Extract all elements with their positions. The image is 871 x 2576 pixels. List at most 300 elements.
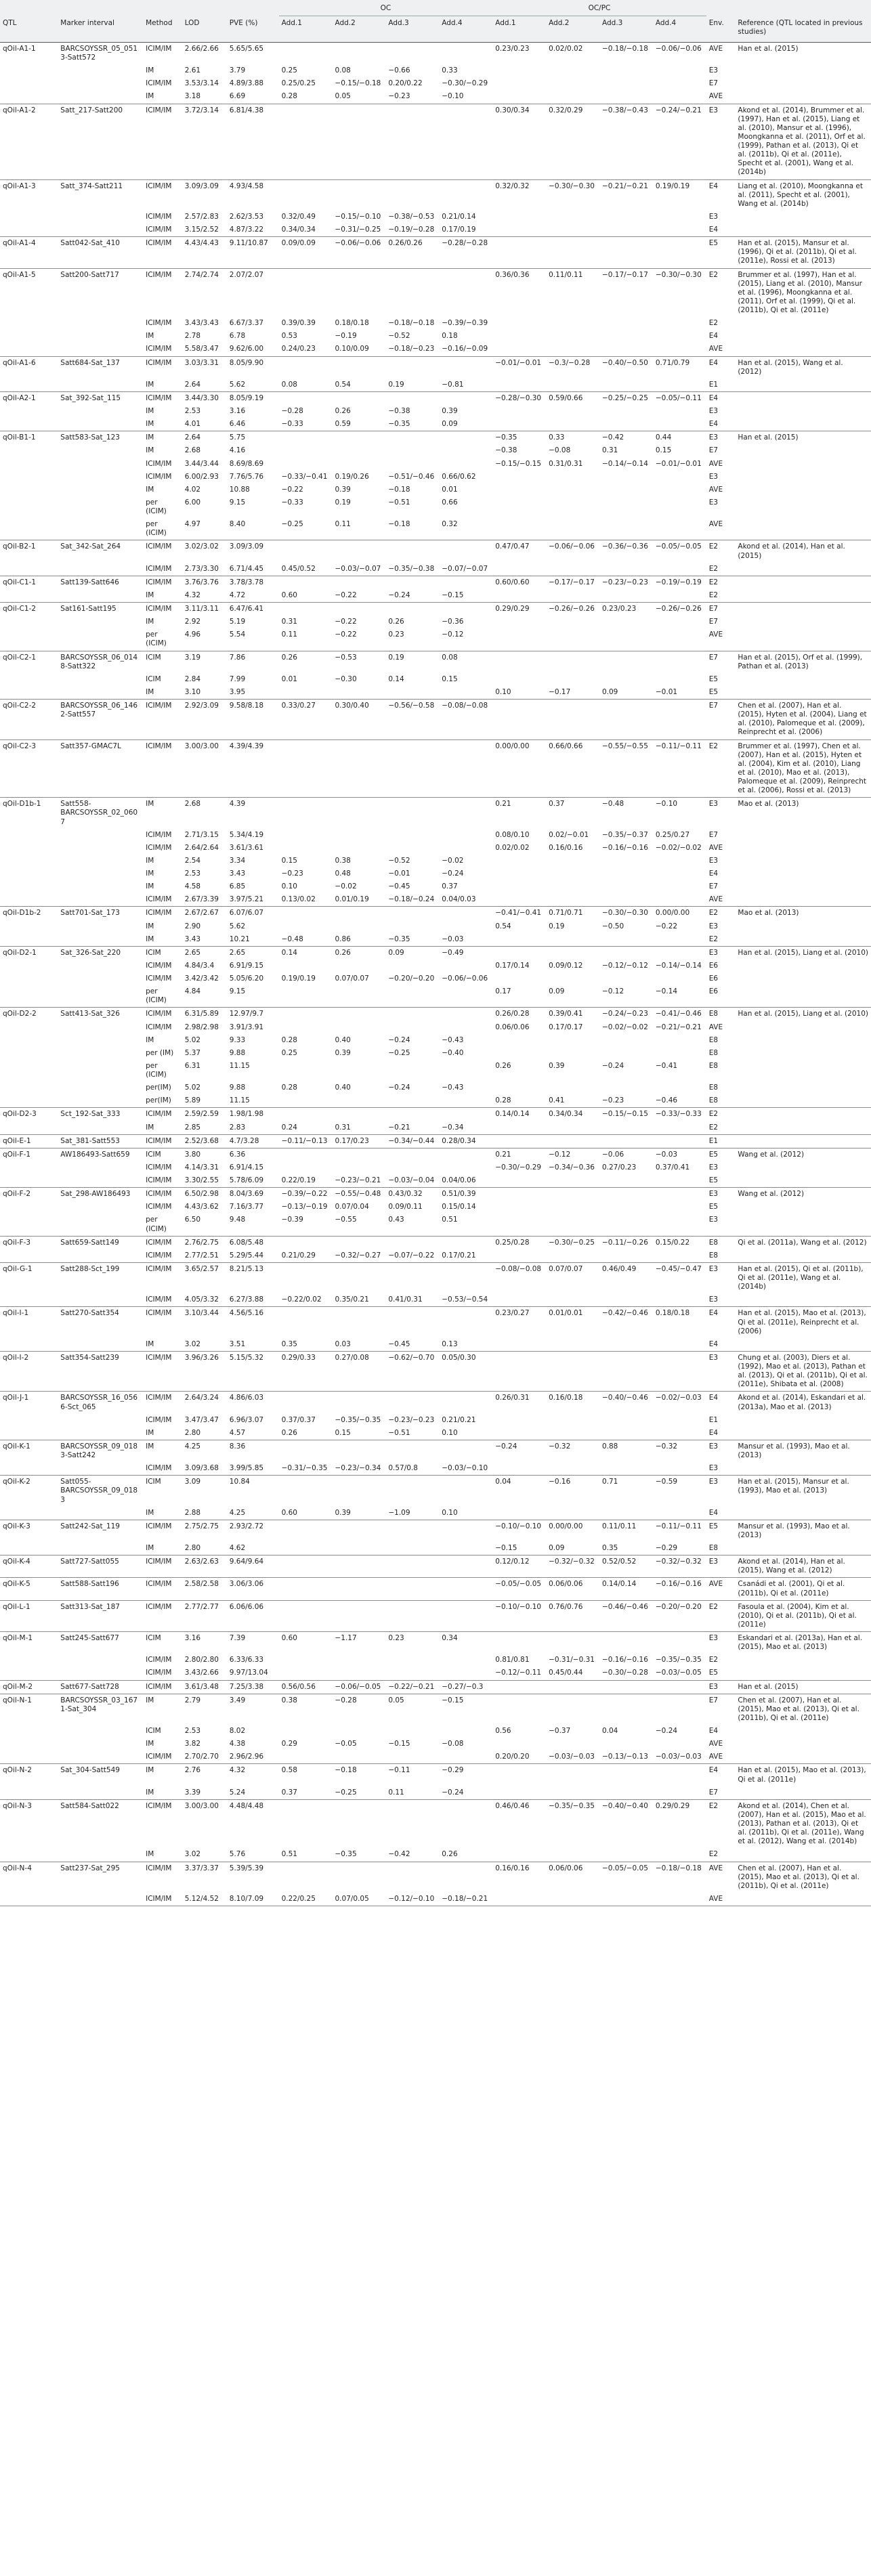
oc-add4-cell — [439, 603, 492, 616]
ocpc-add2-cell: −0.34/−0.36 — [549, 1163, 595, 1172]
oc-add3-cell — [385, 1161, 439, 1174]
oc-add1-cell — [279, 960, 333, 972]
method-cell: ICIM/IM — [143, 700, 182, 740]
ocpc-add1-cell — [492, 1249, 546, 1263]
oc-add2-cell: 0.38 — [335, 856, 351, 865]
pve-cell: 6.07/6.07 — [227, 907, 279, 920]
ocpc-add3-cell — [599, 1034, 653, 1047]
marker-cell — [58, 1786, 143, 1800]
ocpc-add4-cell: −0.14/−0.14 — [655, 961, 702, 970]
oc-add2-cell: 0.05 — [335, 92, 351, 101]
oc-add3-cell — [385, 1520, 439, 1542]
oc-add1-cell: 0.60 — [281, 591, 297, 599]
pve-cell: 5.76 — [229, 1850, 246, 1859]
reference-cell: Liang et al. (2010), Moongkanna et al. (2011), Specht et al. (2001), Wang et al. (2014b) — [735, 179, 871, 211]
ocpc-add4-cell — [653, 405, 706, 418]
marker-cell: Satt055-BARCSOYSSR_09_0183 — [58, 1476, 143, 1507]
oc-add4-cell — [439, 686, 492, 700]
reference-cell: Wang et al. (2012) — [735, 1188, 871, 1201]
oc-add2-cell: 0.18/0.18 — [335, 319, 369, 328]
ocpc-add2-cell — [546, 1848, 599, 1862]
marker-cell — [58, 1034, 143, 1047]
method-cell: ICIM/IM — [143, 576, 182, 589]
oc-add1-cell: 0.34/0.34 — [281, 226, 316, 234]
lod-cell: 2.64 — [182, 431, 227, 445]
ocpc-add2-cell: −0.16 — [546, 1476, 599, 1507]
oc-add2-cell — [332, 458, 385, 471]
oc-add4-cell — [439, 798, 492, 829]
ocpc-add4-cell: −0.26/−0.26 — [653, 603, 706, 616]
table-row — [0, 1427, 871, 1440]
ocpc-add2-cell — [546, 867, 599, 880]
oc-add4-cell: 0.37 — [442, 882, 458, 891]
pve-cell: 4.72 — [229, 591, 246, 599]
method-cell: IM — [146, 1123, 154, 1132]
method-cell: ICIM/IM — [143, 540, 182, 563]
table-row — [0, 343, 871, 356]
marker-cell — [58, 933, 143, 947]
oc-add4-cell: 0.17/0.19 — [442, 226, 476, 234]
oc-add4-cell — [439, 985, 492, 1008]
oc-add3-cell: 0.26/0.26 — [385, 237, 439, 268]
oc-add4-cell — [439, 356, 492, 379]
reference-cell — [735, 673, 871, 686]
table-row — [0, 1201, 871, 1214]
ocpc-add1-cell — [492, 90, 546, 104]
pve-cell: 9.48 — [229, 1216, 246, 1224]
env-cell: E5 — [708, 1176, 719, 1184]
reference-cell — [735, 1060, 871, 1081]
marker-cell — [58, 90, 143, 104]
table-row — [0, 1751, 871, 1764]
marker-cell: Satt588-Satt196 — [58, 1578, 143, 1600]
marker-cell: Sat_392-Sat_115 — [58, 391, 143, 405]
oc-add1-cell — [279, 540, 333, 563]
reference-cell — [735, 960, 871, 972]
table-row — [0, 1148, 871, 1161]
marker-cell — [58, 1293, 143, 1307]
ocpc-add3-cell: −0.05/−0.05 — [599, 1862, 653, 1893]
marker-cell: BARCSOYSSR_06_1462-Satt557 — [58, 700, 143, 740]
oc-add4-cell: −0.06/−0.06 — [442, 974, 488, 983]
pve-cell: 6.69 — [229, 92, 246, 101]
ocpc-add2-cell — [546, 64, 599, 77]
reference-cell: Han et al. (2015), Qi et al. (2011b), Qi et al. (2011e), Wang et al. (2014b) — [735, 1262, 871, 1293]
pve-cell: 9.88 — [229, 1083, 246, 1092]
table-row — [0, 1021, 871, 1034]
method-cell: ICIM — [143, 1148, 182, 1161]
header-blank — [0, 0, 279, 16]
lod-cell: 3.15/2.52 — [184, 226, 219, 234]
pve-cell: 8.69/8.69 — [229, 459, 264, 468]
table-row — [0, 1094, 871, 1108]
pve-cell: 9.11/10.87 — [227, 237, 279, 268]
ocpc-add1-cell: −0.01/−0.01 — [492, 356, 546, 379]
oc-add1-cell: 0.26 — [279, 651, 333, 673]
qtl-cell — [0, 855, 58, 867]
oc-add2-cell: −0.28 — [332, 1694, 385, 1725]
ocpc-add3-cell: −0.06 — [599, 1148, 653, 1161]
ocpc-add1-cell — [492, 673, 546, 686]
marker-cell — [58, 1060, 143, 1081]
ocpc-add1-cell: 0.08/0.10 — [495, 830, 530, 839]
reference-cell — [735, 518, 871, 540]
ocpc-add2-cell — [546, 855, 599, 867]
env-cell: E2 — [708, 591, 719, 599]
oc-add2-cell: 0.40 — [335, 1035, 351, 1044]
method-cell: ICIM/IM — [143, 1188, 182, 1201]
method-cell: IM — [146, 92, 154, 101]
oc-add1-cell: −0.25 — [281, 520, 303, 529]
ocpc-add3-cell — [599, 1351, 653, 1392]
header-oc-add2: Add.2 — [332, 16, 385, 43]
ocpc-add4-cell — [653, 1786, 706, 1800]
oc-add4-cell: 0.66 — [442, 498, 458, 507]
oc-add1-cell — [279, 268, 333, 317]
oc-add4-cell — [439, 1307, 492, 1338]
reference-cell — [735, 1338, 871, 1352]
ocpc-add4-cell: −0.16/−0.16 — [653, 1578, 706, 1600]
oc-add4-cell: 0.05/0.30 — [439, 1351, 492, 1392]
pve-cell: 4.62 — [229, 1544, 246, 1552]
reference-cell — [735, 686, 871, 700]
lod-cell: 2.67/2.67 — [182, 907, 227, 920]
qtl-cell — [0, 379, 58, 392]
oc-add4-cell: −0.15 — [442, 591, 464, 599]
ocpc-add1-cell: 0.02/0.02 — [495, 843, 530, 852]
ocpc-add3-cell — [599, 1680, 653, 1694]
qtl-cell — [0, 1667, 58, 1680]
oc-add4-cell: −0.53/−0.54 — [442, 1295, 488, 1304]
ocpc-add2-cell — [546, 1462, 599, 1476]
ocpc-add2-cell — [546, 1338, 599, 1352]
table-row — [0, 855, 871, 867]
qtl-cell — [0, 686, 58, 700]
ocpc-add4-cell — [653, 1081, 706, 1094]
qtl-cell — [0, 1654, 58, 1667]
table-row — [0, 1542, 871, 1555]
pve-cell: 4.93/4.58 — [227, 179, 279, 211]
table-row — [0, 179, 871, 211]
lod-cell: 2.59/2.59 — [182, 1108, 227, 1121]
ocpc-add2-cell — [546, 946, 599, 960]
env-cell: E8 — [708, 1096, 719, 1105]
ocpc-add4-cell: −0.02/−0.03 — [653, 1392, 706, 1414]
lod-cell: 2.80/2.80 — [184, 1656, 219, 1665]
oc-add1-cell: −0.22/0.02 — [281, 1295, 322, 1304]
qtl-cell — [0, 1462, 58, 1476]
ocpc-add3-cell — [599, 518, 653, 540]
table-row — [0, 907, 871, 920]
env-cell: E7 — [708, 882, 719, 891]
ocpc-add2-cell — [546, 484, 599, 496]
reference-cell — [735, 563, 871, 576]
marker-cell — [58, 330, 143, 343]
pve-cell: 12.97/9.7 — [227, 1008, 279, 1021]
ocpc-add1-cell — [492, 1201, 546, 1214]
marker-cell: Satt684-Sat_137 — [58, 356, 143, 379]
pve-cell: 8.04/3.69 — [227, 1188, 279, 1201]
table-row — [0, 686, 871, 700]
marker-cell — [58, 1542, 143, 1555]
oc-add2-cell: 0.26 — [335, 407, 351, 415]
oc-add1-cell — [279, 603, 333, 616]
ocpc-add2-cell: 0.06/0.06 — [546, 1862, 599, 1893]
oc-add2-cell: 0.39 — [335, 485, 351, 494]
ocpc-add1-cell: 0.21 — [492, 798, 546, 829]
ocpc-add2-cell — [546, 1680, 599, 1694]
reference-cell — [735, 1893, 871, 1906]
ocpc-add4-cell: −0.06/−0.06 — [653, 42, 706, 64]
qtl-cell — [0, 1507, 58, 1520]
ocpc-add1-cell: 0.16/0.16 — [492, 1862, 546, 1893]
qtl-cell: qOil-A1-2 — [0, 104, 58, 179]
ocpc-add2-cell: −0.17/−0.17 — [546, 576, 599, 589]
qtl-cell: qOil-K-5 — [0, 1578, 58, 1600]
pve-cell: 9.33 — [229, 1035, 246, 1044]
ocpc-add1-cell — [492, 405, 546, 418]
oc-add4-cell: −0.16/−0.09 — [442, 345, 488, 353]
method-cell: ICIM — [143, 651, 182, 673]
ocpc-add3-cell — [599, 90, 653, 104]
oc-add4-cell: −0.40 — [442, 1048, 464, 1057]
oc-add2-cell: −0.23/−0.34 — [335, 1464, 381, 1473]
lod-cell: 2.80 — [184, 1544, 201, 1552]
oc-add2-cell — [332, 960, 385, 972]
reference-cell — [735, 1249, 871, 1263]
env-cell: E1 — [706, 1134, 736, 1148]
oc-add1-cell — [279, 444, 333, 457]
oc-add2-cell: 0.03 — [335, 1339, 351, 1348]
reference-cell — [735, 458, 871, 471]
ocpc-add4-cell: 0.19/0.19 — [653, 179, 706, 211]
ocpc-add4-cell — [653, 972, 706, 985]
method-cell: IM — [146, 485, 154, 494]
ocpc-add3-cell — [599, 1293, 653, 1307]
table-row — [0, 1134, 871, 1148]
env-cell: E8 — [708, 1061, 719, 1070]
reference-cell: Brummer et al. (1997), Han et al. (2015), Liang et al. (2010), Mansur et al. (1996), Moongkanna et al. (2011), Orf et al. (1999), Qi et al. (2011b), Qi et al. (2011e) — [735, 268, 871, 317]
oc-add4-cell: −0.28/−0.28 — [439, 237, 492, 268]
ocpc-add4-cell — [653, 343, 706, 356]
oc-add2-cell: 0.17/0.23 — [332, 1134, 385, 1148]
ocpc-add2-cell: 0.76/0.76 — [546, 1600, 599, 1631]
method-cell: ICIM/IM — [143, 391, 182, 405]
lod-cell: 6.00 — [184, 498, 201, 507]
header-marker: Marker interval — [58, 16, 143, 43]
reference-cell: Wang et al. (2012) — [735, 1148, 871, 1161]
oc-add4-cell: −0.10 — [442, 92, 464, 101]
ocpc-add1-cell: 0.56 — [495, 1727, 511, 1735]
reference-cell: Fasoula et al. (2004), Kim et al. (2010), Qi et al. (2011b), Qi et al. (2011e) — [735, 1600, 871, 1631]
table-row — [0, 798, 871, 829]
pve-cell: 5.29/5.44 — [229, 1251, 264, 1260]
oc-add1-cell — [279, 1542, 333, 1555]
oc-add3-cell: −0.07/−0.22 — [388, 1251, 435, 1260]
ocpc-add2-cell — [546, 563, 599, 576]
method-cell: ICIM/IM — [146, 974, 172, 983]
oc-add1-cell: 0.21/0.29 — [281, 1251, 316, 1260]
table-row — [0, 628, 871, 651]
oc-add4-cell: 0.34 — [439, 1632, 492, 1654]
oc-add2-cell: −0.55/−0.48 — [332, 1188, 385, 1201]
oc-add3-cell — [385, 444, 439, 457]
pve-cell: 5.62 — [229, 380, 246, 389]
ocpc-add3-cell — [599, 484, 653, 496]
oc-add4-cell: 0.09 — [442, 420, 458, 429]
ocpc-add2-cell — [546, 1764, 599, 1786]
qtl-cell: qOil-N-2 — [0, 1764, 58, 1786]
oc-add3-cell — [385, 985, 439, 1008]
ocpc-add4-cell — [653, 867, 706, 880]
oc-add4-cell — [439, 1542, 492, 1555]
oc-add3-cell: −0.35/−0.38 — [388, 564, 435, 573]
pve-cell: 8.10/7.09 — [227, 1893, 279, 1906]
ocpc-add3-cell: −0.23/−0.23 — [599, 576, 653, 589]
ocpc-add4-cell — [653, 1694, 706, 1725]
ocpc-add3-cell — [599, 1632, 653, 1654]
reference-cell — [735, 576, 871, 589]
qtl-cell: qOil-K-2 — [0, 1476, 58, 1507]
oc-add3-cell — [385, 1555, 439, 1578]
reference-cell — [735, 1654, 871, 1667]
marker-cell: Sat_381-Satt553 — [58, 1134, 143, 1148]
oc-add1-cell — [279, 1094, 333, 1108]
ocpc-add1-cell — [492, 1694, 546, 1725]
marker-cell — [58, 379, 143, 392]
ocpc-add4-cell: −0.03 — [653, 1148, 706, 1161]
lod-cell: 3.72/3.14 — [182, 104, 227, 179]
method-cell: per (ICIM) — [146, 987, 167, 1005]
reference-cell: Han et al. (2015), Liang et al. (2010) — [735, 1008, 871, 1021]
reference-cell — [735, 1201, 871, 1214]
oc-add3-cell: −0.18/−0.18 — [388, 319, 435, 328]
env-cell: E1 — [708, 380, 719, 389]
ocpc-add3-cell — [599, 1786, 653, 1800]
header-blank-2 — [706, 0, 736, 16]
table-row — [0, 1188, 871, 1201]
marker-cell: Satt139-Satt646 — [58, 576, 143, 589]
ocpc-add1-cell: 0.23/0.23 — [492, 42, 546, 64]
pve-cell: 1.98/1.98 — [227, 1108, 279, 1121]
method-cell: ICIM/IM — [143, 1680, 182, 1694]
oc-add2-cell — [332, 444, 385, 457]
env-cell: E6 — [708, 987, 719, 996]
oc-add1-cell: 0.13/0.02 — [281, 895, 316, 904]
oc-add1-cell — [279, 1060, 333, 1081]
env-cell: AVE — [708, 345, 723, 353]
ocpc-add1-cell — [492, 1462, 546, 1476]
oc-add3-cell: 0.23 — [385, 1632, 439, 1654]
table-row — [0, 960, 871, 972]
header-ocpc: OC/PC — [492, 0, 706, 16]
pve-cell: 3.61/3.61 — [229, 843, 264, 852]
oc-add3-cell: −0.38/−0.53 — [388, 212, 435, 221]
ocpc-add2-cell — [546, 471, 599, 484]
marker-cell — [58, 1667, 143, 1680]
table-row — [0, 1764, 871, 1786]
ocpc-add3-cell — [599, 1694, 653, 1725]
ocpc-add3-cell — [599, 343, 653, 356]
marker-cell: Sat_326-Sat_220 — [58, 946, 143, 960]
reference-cell: Mao et al. (2013) — [735, 798, 871, 829]
ocpc-add4-cell: 0.18/0.18 — [653, 1307, 706, 1338]
header-method: Method — [143, 16, 182, 43]
ocpc-add3-cell — [599, 418, 653, 431]
marker-cell — [58, 1427, 143, 1440]
ocpc-add1-cell: −0.41/−0.41 — [492, 907, 546, 920]
method-cell: ICIM — [143, 1632, 182, 1654]
pve-cell: 7.99 — [229, 674, 246, 683]
ocpc-add3-cell: −0.46/−0.46 — [599, 1600, 653, 1631]
ocpc-add2-cell: 0.09 — [549, 987, 565, 996]
ocpc-add1-cell: 0.28 — [495, 1096, 511, 1105]
ocpc-add1-cell — [492, 946, 546, 960]
oc-add4-cell — [439, 1094, 492, 1108]
oc-add4-cell: 0.26 — [442, 1850, 458, 1859]
lod-cell: 2.68 — [184, 446, 201, 455]
ocpc-add1-cell — [492, 651, 546, 673]
marker-cell: Satt701-Sat_173 — [58, 907, 143, 920]
lod-cell: 2.98/2.98 — [184, 1023, 219, 1031]
pve-cell: 3.99/5.85 — [229, 1464, 264, 1473]
oc-add4-cell: −0.39/−0.39 — [442, 319, 488, 328]
env-cell: E3 — [706, 1440, 736, 1462]
reference-cell — [735, 471, 871, 484]
table-row — [0, 1214, 871, 1236]
table-row — [0, 603, 871, 616]
reference-cell: Mao et al. (2013) — [735, 907, 871, 920]
oc-add2-cell: 0.08 — [335, 66, 351, 75]
reference-cell — [735, 972, 871, 985]
ocpc-add4-cell — [653, 1632, 706, 1654]
env-cell: E8 — [708, 1544, 719, 1552]
method-cell: ICIM/IM — [146, 1753, 172, 1761]
ocpc-add3-cell — [599, 496, 653, 518]
oc-add1-cell: 0.53 — [281, 332, 297, 341]
oc-add1-cell — [279, 1108, 333, 1121]
method-cell: ICIM/IM — [143, 1893, 182, 1906]
reference-cell: Mansur et al. (1993), Mao et al. (2013) — [735, 1520, 871, 1542]
ocpc-add4-cell — [653, 1214, 706, 1236]
marker-cell — [58, 405, 143, 418]
reference-cell — [735, 405, 871, 418]
oc-add3-cell: −0.56/−0.58 — [385, 700, 439, 740]
ocpc-add4-cell — [653, 1249, 706, 1263]
marker-cell — [58, 628, 143, 651]
ocpc-add3-cell — [599, 223, 653, 237]
ocpc-add3-cell: −0.16/−0.16 — [601, 843, 648, 852]
lod-cell: 2.84 — [184, 674, 201, 683]
env-cell: E2 — [706, 1108, 736, 1121]
reference-cell — [735, 880, 871, 893]
qtl-cell — [0, 960, 58, 972]
marker-cell — [58, 1021, 143, 1034]
qtl-cell: qOil-A1-3 — [0, 179, 58, 211]
lod-cell: 2.53 — [184, 870, 201, 878]
pve-cell: 8.05/9.90 — [227, 356, 279, 379]
ocpc-add4-cell: −0.32/−0.32 — [653, 1555, 706, 1578]
ocpc-add3-cell: −0.55/−0.55 — [599, 739, 653, 798]
qtl-cell — [0, 1047, 58, 1060]
ocpc-add4-cell — [653, 223, 706, 237]
lod-cell: 3.65/2.57 — [182, 1262, 227, 1293]
lod-cell: 3.09 — [182, 1476, 227, 1507]
oc-add1-cell: 0.35 — [281, 1339, 297, 1348]
method-cell: ICIM/IM — [143, 907, 182, 920]
reference-cell — [735, 496, 871, 518]
oc-add4-cell: −0.49 — [439, 946, 492, 960]
